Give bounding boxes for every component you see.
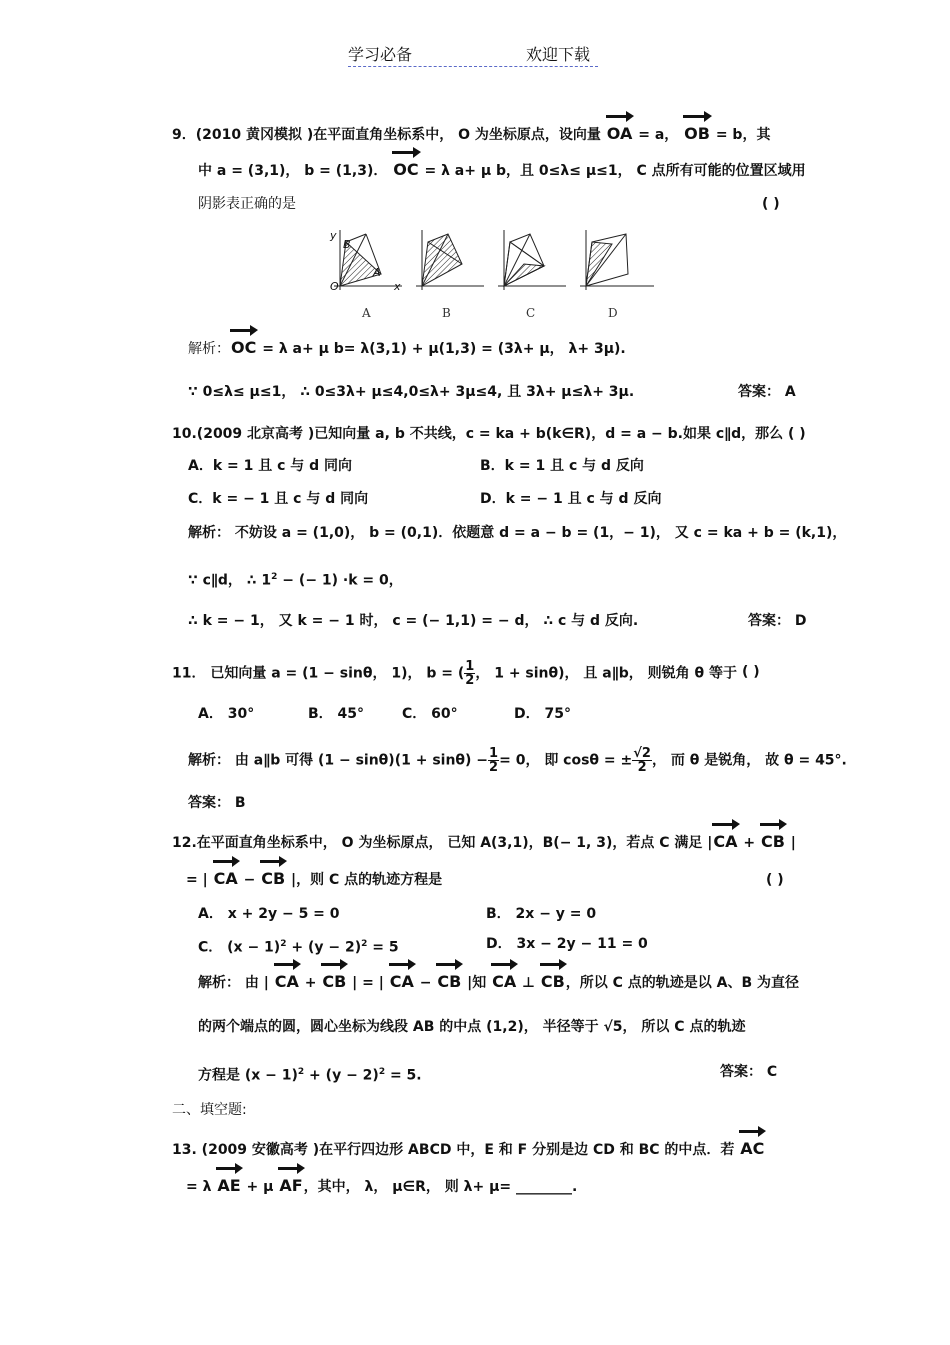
- numerator: √2: [633, 746, 651, 761]
- q12-answer-paren: ( ): [766, 872, 784, 888]
- q12-solution-text: |知: [462, 975, 492, 991]
- q9-line2: [198, 160, 806, 181]
- vector-ae: AE: [217, 1176, 241, 1195]
- q10-option-b: B．k = 1 且 c 与 d 反向: [480, 458, 644, 474]
- operator: ⊥: [517, 975, 540, 991]
- vector-ca: CA: [274, 972, 299, 991]
- q12-solution-text: 解析： 由 |: [198, 975, 274, 991]
- header-right: 欢迎下载: [526, 45, 591, 64]
- figure-option-d: [572, 226, 656, 298]
- q13-line2: [186, 1176, 577, 1197]
- vector-ac: AC: [740, 1139, 765, 1158]
- exponent: 2: [361, 939, 368, 949]
- q11-text: 11． 已知向量 a = (1 − sinθ， 1)， b = (: [172, 665, 465, 682]
- figure-option-b: [408, 226, 486, 298]
- vector-cb: CB: [261, 869, 286, 888]
- q11-solution-text: 解析： 由 a∥b 可得 (1 − sinθ)(1 + sinθ) −: [188, 752, 489, 769]
- q12-solution-text: + (y − 2): [304, 1067, 379, 1084]
- q10-option-c: C．k = − 1 且 c 与 d 同向: [188, 491, 369, 507]
- vector-cb: CB: [540, 972, 565, 991]
- q9-text: 9．(2010 黄冈模拟 )在平面直角坐标系中， O 为坐标原点，设向量: [172, 127, 606, 143]
- figure-label-b: B: [442, 306, 451, 320]
- page-header: [348, 42, 598, 67]
- figure-label-d: D: [608, 306, 618, 320]
- q13-line1: [172, 1139, 765, 1160]
- q12-solution1: [198, 972, 799, 993]
- solution-label: 解析：: [188, 341, 230, 357]
- q12-line1: [172, 832, 796, 853]
- q9-answer: 答案： A: [738, 384, 796, 400]
- origin-label: O: [330, 280, 339, 293]
- exponent: 2: [280, 939, 287, 949]
- numerator: 1: [489, 746, 499, 761]
- vector-oc: OC: [231, 338, 257, 357]
- q9-text: = a，: [633, 127, 684, 143]
- q11-option-c: C． 60°: [402, 706, 458, 722]
- q11-solution-text: = 0， 即 cosθ = ±: [499, 752, 633, 769]
- q11-line1: [172, 660, 737, 687]
- q9-line3: 阴影表正确的是: [198, 196, 296, 212]
- vector-oa: OA: [606, 124, 633, 143]
- vector-cb: CB: [322, 972, 347, 991]
- q10-solution2: [188, 567, 403, 591]
- exponent: 2: [271, 572, 278, 582]
- fraction-half: [464, 660, 475, 687]
- exponent: 2: [297, 1067, 305, 1077]
- q12-line2: [186, 869, 442, 890]
- q11-option-d: D． 75°: [514, 706, 571, 722]
- figure-label-a: A: [362, 306, 371, 320]
- q9-solution2: ∵ 0≤λ≤ μ≤1， ∴ 0≤3λ+ μ≤4,0≤λ+ 3μ≤4, 且 3λ+ μ≤λ+ 3μ.: [188, 384, 635, 400]
- q12-option-text: C． (x − 1): [198, 939, 281, 956]
- denominator: 2: [637, 760, 647, 775]
- vector-ca: CA: [389, 972, 414, 991]
- q12-answer: 答案： C: [720, 1064, 778, 1080]
- point-a-label: A: [373, 266, 381, 279]
- operator: +: [738, 835, 760, 851]
- exponent: 2: [378, 1067, 386, 1077]
- q12-option-c: [198, 934, 399, 958]
- numerator: 1: [465, 659, 475, 674]
- q10-option-a: A．k = 1 且 c 与 d 同向: [188, 458, 353, 474]
- q11-answer-paren: ( ): [742, 664, 760, 680]
- fraction-half: [488, 747, 499, 774]
- q10-solution-text: ∵ c∥d， ∴ 1: [188, 572, 272, 589]
- vector-oc: OC: [393, 160, 419, 179]
- q10-solution-text: − (− 1) ·k = 0，: [277, 572, 403, 589]
- denominator: 2: [465, 673, 475, 688]
- axis-x-label: x: [394, 280, 401, 293]
- operator: −: [238, 872, 261, 888]
- q12-option-text: + (y − 2): [286, 939, 362, 956]
- q9-text: = b，其: [710, 127, 771, 143]
- q11-answer: 答案： B: [188, 795, 246, 811]
- q11-text: ， 1 + sinθ)， 且 a∥b， 则锐角 θ 等于: [475, 665, 737, 682]
- q13-text: = λ: [186, 1179, 217, 1195]
- q9-text: = λ a+ μ b，且 0≤λ≤ μ≤1， C 点所有可能的位置区域用: [419, 163, 806, 179]
- vector-ca: CA: [713, 832, 738, 851]
- q12-solution-text: = 5.: [385, 1067, 422, 1084]
- q10-line1: 10.(2009 北京高考 )已知向量 a, b 不共线，c = ka + b(k∈R)，d = a − b.如果 c∥d，那么 ( ): [172, 426, 806, 442]
- q12-option-text: = 5: [367, 939, 399, 956]
- fraction-sqrt2-over-2: [632, 747, 652, 774]
- vector-cb: CB: [437, 972, 462, 991]
- q11-option-a: A． 30°: [198, 706, 255, 722]
- figure-option-c: [490, 226, 568, 298]
- vector-ca: CA: [492, 972, 517, 991]
- q12-text: |: [785, 835, 796, 851]
- q12-solution2: 的两个端点的圆，圆心坐标为线段 AB 的中点 (1,2)， 半径等于 √5， 所以 C 点的轨迹: [198, 1019, 746, 1035]
- q9-text: 中 a = (3,1)， b = (1,3)．: [198, 163, 393, 179]
- q10-option-d: D．k = − 1 且 c 与 d 反向: [480, 491, 662, 507]
- vector-ca: CA: [213, 869, 238, 888]
- q12-option-d: D． 3x − 2y − 11 = 0: [486, 936, 648, 952]
- q10-answer: 答案： D: [748, 613, 807, 629]
- figure-label-c: C: [526, 306, 536, 320]
- operator: −: [414, 975, 437, 991]
- denominator: 2: [489, 760, 499, 775]
- q10-solution1: 解析： 不妨设 a = (1,0)， b = (0,1)．依题意 d = a − b = (1，− 1)， 又 c = ka + b = (k,1)，: [188, 525, 847, 541]
- q10-solution3: ∴ k = − 1， 又 k = − 1 时， c = (− 1,1) = − d， ∴ c 与 d 反向.: [188, 613, 639, 629]
- q12-text: |，则 C 点的轨迹方程是: [286, 872, 443, 888]
- q12-option-b: B． 2x − y = 0: [486, 906, 597, 922]
- q9-solution1: [188, 338, 626, 359]
- q11-option-b: B． 45°: [308, 706, 365, 722]
- section-heading: 二、填空题:: [172, 1102, 247, 1118]
- q9-answer-paren: ( ): [762, 196, 780, 212]
- vector-ob: OB: [684, 124, 710, 143]
- q9-solution-text: = λ a+ μ b= λ(3,1) + μ(1,3) = (3λ+ μ， λ+ 3μ).: [257, 341, 626, 357]
- q11-solution: [188, 747, 847, 774]
- q12-solution-text: | = |: [347, 975, 389, 991]
- q13-text: 13. (2009 安徽高考 )在平行四边形 ABCD 中，E 和 F 分别是边 CD 和 BC 的中点．若: [172, 1142, 740, 1158]
- q12-solution-text: ，所以 C 点的轨迹是以 A、B 为直径: [565, 975, 800, 991]
- q13-text: + μ: [241, 1179, 279, 1195]
- header-left: 学习必备: [348, 45, 413, 64]
- operator: +: [299, 975, 322, 991]
- q12-text: 12.在平面直角坐标系中， O 为坐标原点， 已知 A(3,1)，B(− 1, 3)，若点 C 满足 |: [172, 835, 713, 851]
- q12-text: = |: [186, 872, 213, 888]
- q13-text: ，其中， λ， μ∈R， 则 λ+ μ= ________.: [303, 1179, 578, 1195]
- q9-line1: [172, 124, 770, 145]
- q12-solution3: [198, 1062, 422, 1086]
- q12-solution-text: 方程是 (x − 1): [198, 1067, 298, 1084]
- q12-option-a: A． x + 2y − 5 = 0: [198, 906, 340, 922]
- vector-af: AF: [279, 1176, 303, 1195]
- point-b-label: B: [343, 238, 351, 251]
- vector-cb: CB: [761, 832, 785, 851]
- axis-y-label: y: [330, 229, 337, 242]
- q11-solution-text: ， 而 θ 是锐角， 故 θ = 45°.: [651, 752, 847, 769]
